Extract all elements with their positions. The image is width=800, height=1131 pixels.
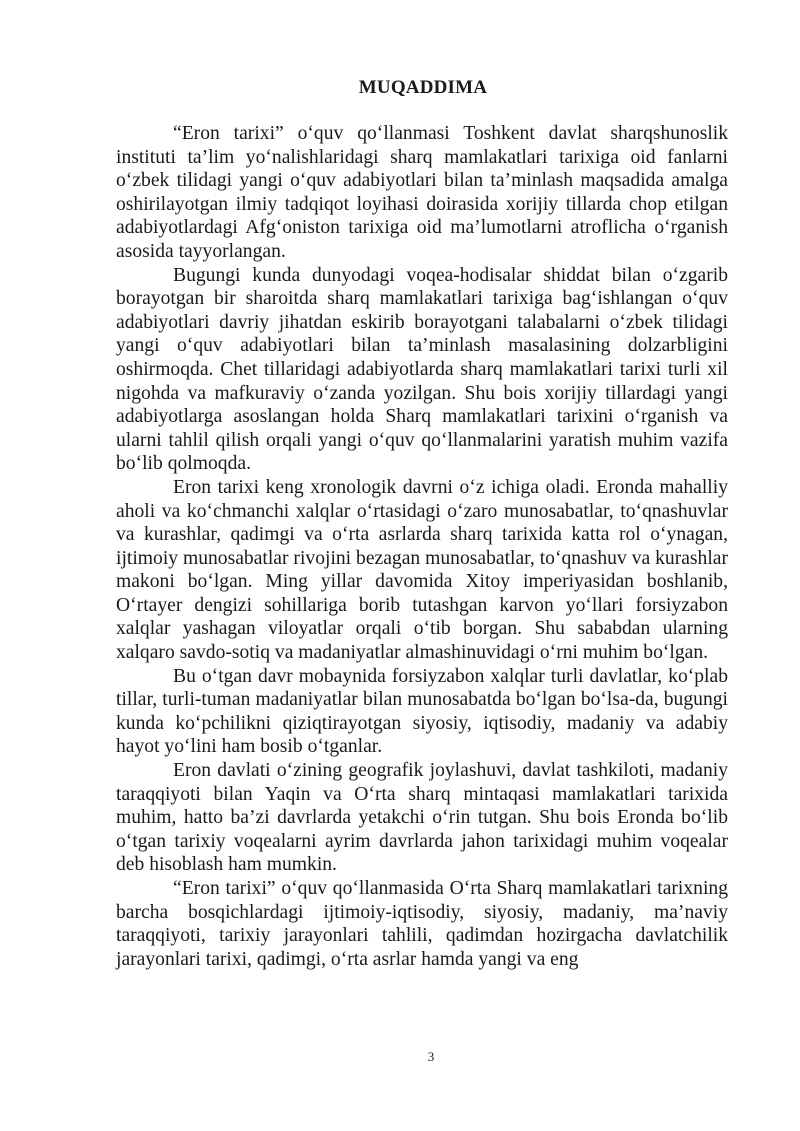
body-text xyxy=(116,122,728,971)
paragraph-6: “Eron tarixi” o‘quv qo‘llanmasida O‘rta Sharq mamlakatlari tarixning barcha bosqichlardagi ijtimoiy-iqtisodiy, siyosiy, madaniy, ma’naviy taraqqiyoti, tarixiy jarayonlari tahlili, qadimdan hozirgacha davlatchilik jarayonlari tarixi, qadimgi, o‘rta asrlar hamda yangi va eng xyxy=(116,878,728,970)
page-title: MUQADDIMA xyxy=(358,77,488,98)
paragraph-3: Eron tarixi keng xronologik davrni o‘z ichiga oladi. Eronda mahalliy aholi va ko‘chmanchi xalqlar o‘rtasidagi o‘zaro munosabatlar, to‘qnashuvlar va kurashlar, qadimgi va o‘rta asrlarda sharq tarixida katta rol o‘ynagan, ijtimoiy munosabatlar rivojini bezagan munosabatlar, to‘qnashuv va kurashlar makoni bo‘lgan. Ming yillar davomida Xitoy imperiyasidan boshlanib, O‘rtayer dengizi sohillariga borib tutashgan karvon yo‘llari forsiyzabon xalqlar yashagan viloyatlar orqali o‘tib borgan. Shu sababdan ularning xalqaro savdo-sotiq va madaniyatlar almashinuvidagi o‘rni muhim bo‘lgan. xyxy=(116,476,728,664)
paragraph-1: “Eron tarixi” o‘quv qo‘llanmasi Toshkent davlat sharqshunoslik instituti ta’lim yo‘nalishlaridagi sharq mamlakatlari tarixiga oid fanlarni o‘zbek tilidagi yangi o‘quv adabiyotlari bilan ta’minlash maqsadida amalga oshirilayotgan ilmiy tadqiqot loyihasi doirasida xorijiy tillarda chop etilgan adabiyotlardagi Afg‘oniston tarixiga oid ma’lumotlarni atroflicha o‘rganish asosida tayyorlangan. xyxy=(116,123,728,262)
paragraph-4: Bu o‘tgan davr mobaynida forsiyzabon xalqlar turli davlatlar, ko‘plab tillar, turli-tuman madaniyatlar bilan munosabatda bo‘lgan bo‘lsa-da, bugungi kunda ko‘pchilikni qiziqtirayotgan siyosiy, iqtisodiy, madaniy va adabiy hayot yo‘lini ham bosib o‘tganlar. xyxy=(116,665,728,758)
page-number: 3 xyxy=(427,1049,435,1064)
paragraph-2: Bugungi kunda dunyodagi voqea-hodisalar shiddat bilan o‘zgarib borayotgan bir sharoitda sharq mamlakatlari tarixiga bag‘ishlangan o‘quv adabiyotlari davriy jihatdan eskirib borayotgani talabalarni o‘zbek tilidagi yangi o‘quv adabiyotlari bilan ta’minlash masalasining dolzarbligini oshirmoqda. Chet tillaridagi adabiyotlarda sharq mamlakatlari tarixi turli xil nigohda va mafkuraviy o‘zanda yozilgan. Shu bois xorijiy tillardagi yangi adabiyotlarga asoslangan holda Sharq mamlakatlari tarixini o‘rganish va ularni tahlil qilish orqali yangi o‘quv qo‘llanmalarini yaratish muhim vazifa bo‘lib qolmoqda. xyxy=(116,264,728,475)
paragraph-5: Eron davlati o‘zining geografik joylashuvi, davlat tashkiloti, madaniy taraqqiyoti bilan Yaqin va O‘rta sharq mintaqasi mamlakatlari tarixida muhim, hatto ba’zi davrlarda yetakchi o‘rin tutgan. Shu bois Eronda bo‘lib o‘tgan tarixiy voqealarni ayrim davrlarda jahon tarixidagi muhim voqealar deb hisoblash ham mumkin. xyxy=(116,760,728,876)
